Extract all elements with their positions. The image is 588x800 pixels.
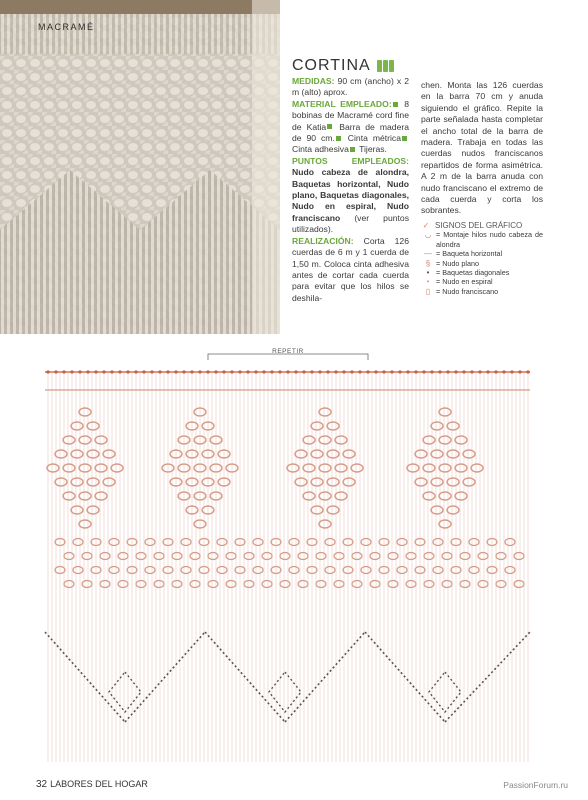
spiral-knot-icon: • xyxy=(426,277,430,287)
square-knot xyxy=(505,567,515,574)
square-knot xyxy=(289,539,299,546)
square-knot xyxy=(136,553,146,560)
square-knot xyxy=(103,478,115,486)
square-knot xyxy=(447,506,459,514)
square-knot xyxy=(311,450,323,458)
square-knot xyxy=(415,450,427,458)
square-knot xyxy=(447,450,459,458)
square-knot xyxy=(55,450,67,458)
material-paragraph: MATERIAL EMPLEADO: 8 bobinas de Macramé cord fine de Katia Barra de madera de 90 cm. Cinta métrica Cinta adhesiva Tijeras. xyxy=(292,98,409,155)
diagonal-bar xyxy=(125,632,205,722)
diagonal-bar xyxy=(45,632,125,722)
square-knot xyxy=(71,478,83,486)
square-knot xyxy=(95,492,107,500)
square-knot xyxy=(455,464,467,472)
square-knot xyxy=(190,581,200,588)
square-knot xyxy=(407,464,419,472)
square-knot xyxy=(471,464,483,472)
repeat-label: REPETIR xyxy=(272,348,304,355)
square-knot xyxy=(319,408,331,416)
macrame-pattern-chart xyxy=(40,342,535,767)
square-knot xyxy=(181,539,191,546)
square-knot xyxy=(63,436,75,444)
square-knot xyxy=(397,539,407,546)
square-knot xyxy=(87,506,99,514)
square-knot xyxy=(280,553,290,560)
square-knot xyxy=(319,520,331,528)
square-knot xyxy=(73,539,83,546)
franciscan-knot-icon: ▯ xyxy=(425,286,431,296)
square-knot xyxy=(361,567,371,574)
square-knot xyxy=(145,567,155,574)
square-knot xyxy=(431,422,443,430)
square-knot xyxy=(335,464,347,472)
square-knot xyxy=(335,492,347,500)
square-knot xyxy=(253,539,263,546)
square-knot xyxy=(433,567,443,574)
square-knot xyxy=(327,450,339,458)
square-knot xyxy=(63,464,75,472)
diagonal-bar xyxy=(285,632,365,722)
square-knot xyxy=(442,553,452,560)
square-knot xyxy=(496,581,506,588)
section-label: MACRAMÉ xyxy=(38,22,95,32)
square-knot xyxy=(370,553,380,560)
square-knot xyxy=(352,553,362,560)
square-knot xyxy=(334,581,344,588)
square-knot xyxy=(496,553,506,560)
square-knot xyxy=(303,436,315,444)
article-column-1 xyxy=(292,57,409,304)
square-knot xyxy=(460,581,470,588)
square-knot xyxy=(478,581,488,588)
square-knot xyxy=(388,581,398,588)
macrame-photo xyxy=(0,0,280,334)
square-knot xyxy=(433,539,443,546)
square-knot xyxy=(226,581,236,588)
square-knot xyxy=(325,567,335,574)
square-knot xyxy=(118,553,128,560)
legend-check-icon: ✓ xyxy=(422,220,430,230)
square-knot xyxy=(154,581,164,588)
square-knot xyxy=(439,520,451,528)
square-knot xyxy=(343,450,355,458)
square-knot xyxy=(423,436,435,444)
square-knot xyxy=(469,539,479,546)
square-knot xyxy=(415,478,427,486)
square-knot xyxy=(87,478,99,486)
square-knot xyxy=(303,492,315,500)
square-knot xyxy=(79,492,91,500)
square-knot xyxy=(208,581,218,588)
square-knot xyxy=(311,478,323,486)
square-knot xyxy=(439,464,451,472)
puntos-paragraph: PUNTOS EMPLEADOS: Nudo cabeza de alondra, Baquetas horizontal, Nudo plano, Baquetas diagonales, Nudo en espiral, Nudo franciscano (ver puntos utilizados). xyxy=(292,155,409,235)
square-knot xyxy=(514,581,524,588)
square-knot xyxy=(431,478,443,486)
square-knot xyxy=(82,581,92,588)
square-knot xyxy=(447,422,459,430)
square-knot xyxy=(118,581,128,588)
square-knot xyxy=(343,478,355,486)
square-knot xyxy=(463,478,475,486)
diagonal-bar xyxy=(205,632,285,722)
square-knot xyxy=(406,553,416,560)
square-knot xyxy=(73,567,83,574)
square-knot xyxy=(514,553,524,560)
square-knot xyxy=(447,478,459,486)
square-knot xyxy=(311,506,323,514)
square-knot xyxy=(79,520,91,528)
horizontal-bar-icon: — xyxy=(424,249,432,259)
square-knot xyxy=(287,464,299,472)
square-knot xyxy=(505,539,515,546)
square-knot xyxy=(79,408,91,416)
square-knot xyxy=(103,450,115,458)
square-knot xyxy=(439,436,451,444)
medidas-paragraph: MEDIDAS: 90 cm (ancho) x 2 m (alto) aprox. xyxy=(292,76,409,98)
square-knot xyxy=(82,553,92,560)
square-knot xyxy=(208,553,218,560)
square-knot xyxy=(463,450,475,458)
square-knot xyxy=(172,581,182,588)
square-knot xyxy=(71,422,83,430)
square-knot xyxy=(55,478,67,486)
square-knot xyxy=(406,581,416,588)
article-title: CORTINA xyxy=(292,60,409,72)
square-knot-icon: § xyxy=(425,258,431,268)
realizacion-paragraph: REALIZACIÓN: Corta 126 cuerdas de 6 m y 1 cuerda de 1,50 m. Coloca cinta adhesiva antes de cortar cada cuerda para evitar que los hilos se deshila- xyxy=(292,235,409,303)
square-knot xyxy=(327,506,339,514)
square-knot xyxy=(295,478,307,486)
watermark: PassionForum.ru xyxy=(503,780,568,790)
square-knot xyxy=(217,567,227,574)
lark-head-icon: ◡ xyxy=(424,230,432,240)
square-knot xyxy=(327,478,339,486)
square-knot xyxy=(327,422,339,430)
square-knot xyxy=(423,492,435,500)
square-knot xyxy=(361,539,371,546)
diagonal-bar-icon: • xyxy=(426,267,430,277)
square-knot xyxy=(262,581,272,588)
square-knot xyxy=(226,553,236,560)
square-knot xyxy=(64,581,74,588)
square-knot xyxy=(95,464,107,472)
square-knot xyxy=(298,581,308,588)
square-knot xyxy=(388,553,398,560)
square-knot xyxy=(109,539,119,546)
square-knot xyxy=(303,464,315,472)
square-knot xyxy=(87,422,99,430)
square-knot xyxy=(47,464,59,472)
square-knot xyxy=(311,422,323,430)
square-knot xyxy=(455,492,467,500)
square-knot xyxy=(95,436,107,444)
square-knot xyxy=(335,436,347,444)
square-knot xyxy=(262,553,272,560)
square-knot xyxy=(319,464,331,472)
square-knot xyxy=(181,567,191,574)
square-knot xyxy=(79,464,91,472)
square-knot xyxy=(280,581,290,588)
chart-legend: ✓ SIGNOS DEL GRÁFICO ◡ = Montaje hilos nudo cabeza de alondra — = Baqueta horizontal § = Nudo plano • = Baquetas diagonales • = Nudo en espiral ▯ = Nudo franciscano xyxy=(422,220,543,296)
square-knot xyxy=(111,464,123,472)
square-knot xyxy=(63,492,75,500)
square-knot xyxy=(172,553,182,560)
square-knot xyxy=(253,567,263,574)
square-knot xyxy=(71,506,83,514)
square-knot xyxy=(244,553,254,560)
square-knot xyxy=(87,450,99,458)
square-knot xyxy=(439,492,451,500)
square-knot xyxy=(423,464,435,472)
square-knot xyxy=(316,581,326,588)
square-knot xyxy=(100,581,110,588)
square-knot xyxy=(71,450,83,458)
square-knot xyxy=(431,450,443,458)
square-knot xyxy=(478,553,488,560)
square-knot xyxy=(64,553,74,560)
square-knot xyxy=(424,581,434,588)
square-knot xyxy=(319,492,331,500)
square-knot xyxy=(217,539,227,546)
square-knot xyxy=(442,581,452,588)
square-knot xyxy=(424,553,434,560)
square-knot xyxy=(154,553,164,560)
square-knot xyxy=(352,581,362,588)
article-column-2 xyxy=(421,80,543,296)
realizacion-continued: chen. Monta las 126 cuerdas en la barra 70 cm y anuda siguiendo el gráfico. Repite la parte señalada hasta completar el ancho total de la barra de madera. Trabaja en todas las cuerdas nudos franciscanos repartidos de forma asimétrica. A 2 m de la barra anuda con nudo franciscano el extremo de cada cuerda y corta los sobrantes. xyxy=(421,80,543,216)
square-knot xyxy=(316,553,326,560)
square-knot xyxy=(145,539,155,546)
square-knot xyxy=(319,436,331,444)
square-knot xyxy=(190,553,200,560)
square-knot xyxy=(79,436,91,444)
square-knot xyxy=(136,581,146,588)
page-footer: 32 LABORES DEL HOGAR xyxy=(36,779,148,790)
square-knot xyxy=(289,567,299,574)
square-knot xyxy=(370,581,380,588)
diagonal-bar xyxy=(445,632,530,722)
square-knot xyxy=(439,408,451,416)
square-knot xyxy=(244,581,254,588)
square-knot xyxy=(100,553,110,560)
repeat-bracket xyxy=(208,354,368,360)
square-knot xyxy=(334,553,344,560)
square-knot xyxy=(460,553,470,560)
title-decoration-icon xyxy=(377,60,394,72)
square-knot xyxy=(469,567,479,574)
diagonal-bar xyxy=(365,632,445,722)
square-knot xyxy=(351,464,363,472)
square-knot xyxy=(455,436,467,444)
square-knot xyxy=(298,553,308,560)
square-knot xyxy=(109,567,119,574)
square-knot xyxy=(295,450,307,458)
square-knot xyxy=(397,567,407,574)
square-knot xyxy=(325,539,335,546)
square-knot xyxy=(431,506,443,514)
